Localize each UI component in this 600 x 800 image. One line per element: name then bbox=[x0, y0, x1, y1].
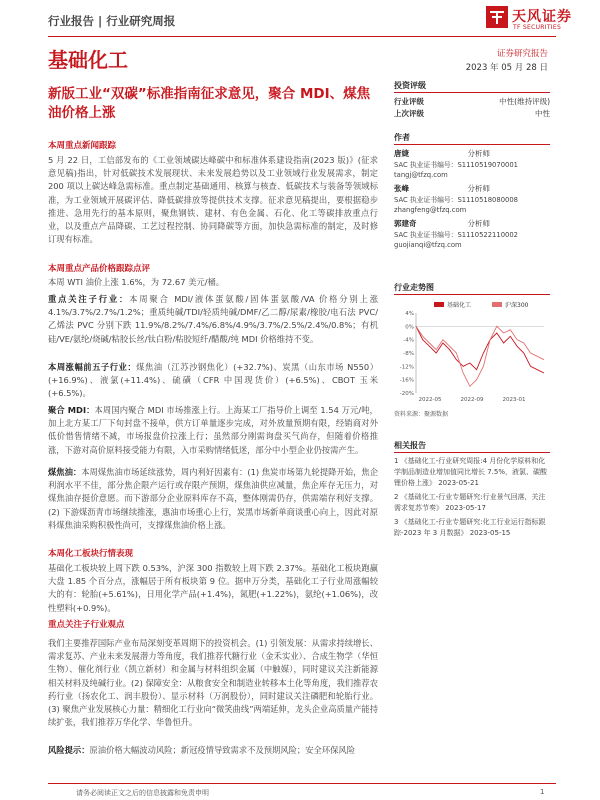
author-item bbox=[394, 148, 550, 180]
text: 本周国内聚合 MDI 市场推涨上行。上海某工厂指导价上调至 1.54 万元/吨，加上北方某工厂下旬封盘不接单，供方订单量逐步完成，对外放量预期有限，经销商对外低价惜售情绪不减，市场报盘价拉涨上行；虽然部分刚需询盘买气尚存，但随着价格推涨，下游对高价原料接受能力有限，入市采购情绪低迷，部分中小型企业仍按需产生。 bbox=[48, 405, 378, 455]
related-report-item[interactable]: 2 《基础化工-行业专题研究:行业景气回落，关注需求复苏节奏》 2023-05-17 bbox=[394, 493, 546, 512]
y-tick-label: -20% bbox=[399, 391, 414, 397]
rating-key: 上次评级 bbox=[394, 109, 424, 118]
risk-para bbox=[48, 744, 378, 757]
rating-block bbox=[394, 80, 550, 120]
label: 本周涨幅前五子行业： bbox=[48, 362, 137, 372]
text: 煤焦油（江苏沙钢焦化）(+32.7%)、炭黑（山东市场 N550）(+16.9%)、液氯(+11.4%)、硫磺（CFR 中国现货价）(+6.5%)、CBOT 玉米(+6.5%)。 bbox=[48, 362, 378, 399]
author-name: 张峰 bbox=[394, 184, 409, 193]
report-category: 行业报告 | 行业研究周报 bbox=[48, 14, 176, 28]
price-mdi-para bbox=[48, 404, 378, 457]
x-tick-label: 2022-05 bbox=[418, 397, 442, 403]
y-tick-label: -12% bbox=[399, 364, 414, 371]
authors-block bbox=[394, 132, 550, 250]
author-name: 唐婕 bbox=[394, 149, 409, 158]
report-title: 新版工业“双碳”标准指南征求意见，聚合 MDI、煤焦油价格上涨 bbox=[48, 86, 371, 121]
author-role: 分析师 bbox=[467, 149, 490, 158]
legend-swatch bbox=[434, 302, 444, 307]
rating-row bbox=[394, 96, 550, 108]
authors-head: 作者 bbox=[394, 132, 550, 145]
related-report-item[interactable]: 3 《基础化工-行业专题研究:化工行业运行指标跟踪-2023 年 3 月数据》 2023-05-15 bbox=[394, 518, 546, 537]
x-tick-label: 2022-09 bbox=[460, 397, 484, 403]
author-item bbox=[394, 218, 550, 250]
header-divider bbox=[48, 36, 556, 37]
author-name: 郭建奇 bbox=[394, 219, 417, 228]
author-email[interactable]: tangj@tfzq.com bbox=[394, 171, 448, 179]
series-line bbox=[416, 326, 544, 386]
x-tick-label: 2023-01 bbox=[502, 397, 526, 403]
legend-label: 基础化工 bbox=[447, 302, 472, 309]
rating-key: 行业评级 bbox=[394, 97, 424, 106]
chart-block bbox=[394, 282, 550, 418]
label: 聚合 MDI： bbox=[48, 405, 95, 415]
section-news-title: 本周重点新闻跟踪 bbox=[48, 141, 117, 151]
price-tar-para bbox=[48, 466, 378, 532]
section-news-text: 5 月 22 日，工信部发布的《工业领域碳达峰碳中和标准体系建设指南(2023 版)》(征求意见稿)指出，针对低碳技术发展现状、未来发展趋势以及工业领域行业发展需求，制定 200 项以上碳达峰急需标准。重点制定基础通用、核算与核查、低碳技术与装备等领域标准，为工业领域开展碳评估、降低碳排放等提供技术支撑。征求意见稿提出，要根据稳步推进、急用先行的基本原则，聚焦钢铁、建材、有色金属、石化、化工等碳排放重点行业，以及重点产品降碳、工艺过程控制、协同降碳等方面，加快急需标准的制定，及时修订现有标准。 bbox=[48, 155, 378, 245]
rating-value: 中性(维持评级) bbox=[499, 97, 550, 106]
trend-chart bbox=[394, 299, 550, 407]
price-wti-line: 本周 WTI 油价上涨 1.6%，为 72.67 美元/桶。 bbox=[48, 277, 225, 287]
label: 重点关注子行业： bbox=[48, 294, 130, 304]
industry-title: 基础化工 bbox=[48, 48, 128, 72]
logo-icon bbox=[486, 6, 508, 28]
section-market-text: 基础化工板块较上周下跌 0.53%，沪深 300 指数较上周下跌 2.37%。基础化工板块跑赢大盘 1.85 个百分点，涨幅居于所有板块第 9 位。据申万分类，基础化工子行业周涨幅较大的有：轮胎(+5.61%)，日用化学产品(+1.4%)，氮肥(+1.22%)，氨纶(+1.06%)，改性塑料(+0.9%)。 bbox=[48, 563, 378, 613]
text: 原油价格大幅波动风险；新冠疫情导致需求不及预期风险；安全环保风险 bbox=[89, 745, 356, 755]
chart-head: 行业走势图 bbox=[394, 282, 550, 295]
author-email[interactable]: guojianqi@tfzq.com bbox=[394, 241, 462, 249]
footer-disclaimer: 请务必阅读正文之后的信息披露和免责申明 bbox=[76, 789, 209, 797]
logo-text: 天风证券 bbox=[512, 9, 572, 25]
rating-value: 中性 bbox=[535, 109, 550, 118]
text: 本周聚合 MDI/液体蛋氨酸/固体蛋氨酸/VA 价格分别上涨 4.1%/3.7%/2.7%/1.2%；重质纯碱/TDI/轻质纯碱/DMF/乙二醇/尿素/橡胶/电石法 PVC/乙烯法 PVC 分别下跌 11.9%/8.2%/7.4%/6.8%/4.9%/3.7%/2.5%/2.4%/0.8%；有机硅/VE/氨纶/烧碱/粘胶长丝/钛白粉/粘胶短纤/醋酸/纯 MDI 价格维持不变。 bbox=[48, 294, 378, 344]
author-item bbox=[394, 183, 550, 215]
author-role: 分析师 bbox=[467, 219, 490, 228]
y-tick-label: -16% bbox=[399, 377, 414, 384]
section-views-title: 重点关注子行业观点 bbox=[48, 620, 125, 630]
author-sac: SAC 执业证书编号：S1110518080008 bbox=[394, 196, 518, 204]
y-tick-label: 4% bbox=[405, 311, 414, 317]
y-tick-label: -4% bbox=[403, 337, 414, 344]
label: 煤焦油： bbox=[48, 467, 82, 477]
author-sac: SAC 执业证书编号：S1110519070001 bbox=[394, 161, 518, 169]
price-focus-para bbox=[48, 293, 378, 346]
related-report-item[interactable]: 1 《基础化工-行业研究周报:4 月份化学原料和化学制品制造业增加值同比增长 7.5%，液氯、碳酸锂价格上涨》 2023-05-21 bbox=[394, 457, 548, 487]
rating-head: 投资评级 bbox=[394, 80, 550, 93]
section-price-title: 本周重点产品价格跟踪点评 bbox=[48, 264, 151, 274]
y-tick-label: -8% bbox=[403, 351, 414, 357]
text: 本周煤焦油市场延续涨势，周内利好因素有：(1) 焦炭市场第九轮提降开始，焦企利润水平不佳，部分焦企限产运行或存限产预期，煤焦油供应减量，焦企库存无压力，对煤焦油存挺价意愿。而下游部分企业原料库存不高，整体刚需仍存，供需端存利好支撑。(2) 下游煤沥青市场继续推涨，惠油市场重心上行，炭黑市场新单商谈重心向上，因此对原料煤焦油采购积极性尚可，支撑煤焦油价格上涨。 bbox=[48, 467, 378, 530]
author-sac: SAC 执业证书编号：S1110522110002 bbox=[394, 231, 518, 239]
author-email[interactable]: zhangfeng@tfzq.com bbox=[394, 206, 467, 214]
series-line bbox=[416, 326, 544, 373]
logo-subtext: TF SECURITIES bbox=[513, 24, 562, 31]
page-number: 1 bbox=[540, 788, 545, 796]
author-role: 分析师 bbox=[467, 184, 490, 193]
report-date: 2023 年 05 月 28 日 bbox=[465, 63, 548, 73]
rating-row bbox=[394, 108, 550, 120]
y-tick-label: 0% bbox=[405, 324, 414, 331]
chart-source: 资料来源：聚源数据 bbox=[394, 411, 449, 418]
related-head: 相关报告 bbox=[394, 440, 550, 453]
legend-label: 沪深300 bbox=[505, 302, 529, 309]
footer-divider bbox=[48, 783, 556, 784]
section-market-title: 本周化工板块行情表现 bbox=[48, 549, 134, 559]
legend-swatch bbox=[492, 302, 502, 307]
section-views-text: 我们主要推荐国际产业布局深刻变革周期下的投资机会。(1) 引领发展：从需求持续增长、需求复苏、产业未来发展潜力等角度，我们推荐代糖行业（金禾实业）、合成生物学（华恒生物）、催化剂行业（凯立新材）和金属与材料组织金属（中触媒），同时建议关注新能源相关材料及纯碱行业。(2) 保障安全：从粮食安全和制造业转移本土化等角度，我们推荐农药行业（扬农化工、润丰股份）、显示材料（万润股份），同时建议关注磷肥和轮胎行业。(3) 聚焦产业发展核心力量：精细化工行业向“微笑曲线”两端延伸，龙头企业高质量产能持续扩张，我们推荐万华化学、华鲁恒升。 bbox=[48, 638, 378, 728]
related-block bbox=[394, 440, 550, 539]
price-top5-para bbox=[48, 361, 378, 401]
label: 风险提示： bbox=[48, 745, 90, 755]
report-type: 证券研究报告 bbox=[496, 49, 548, 59]
